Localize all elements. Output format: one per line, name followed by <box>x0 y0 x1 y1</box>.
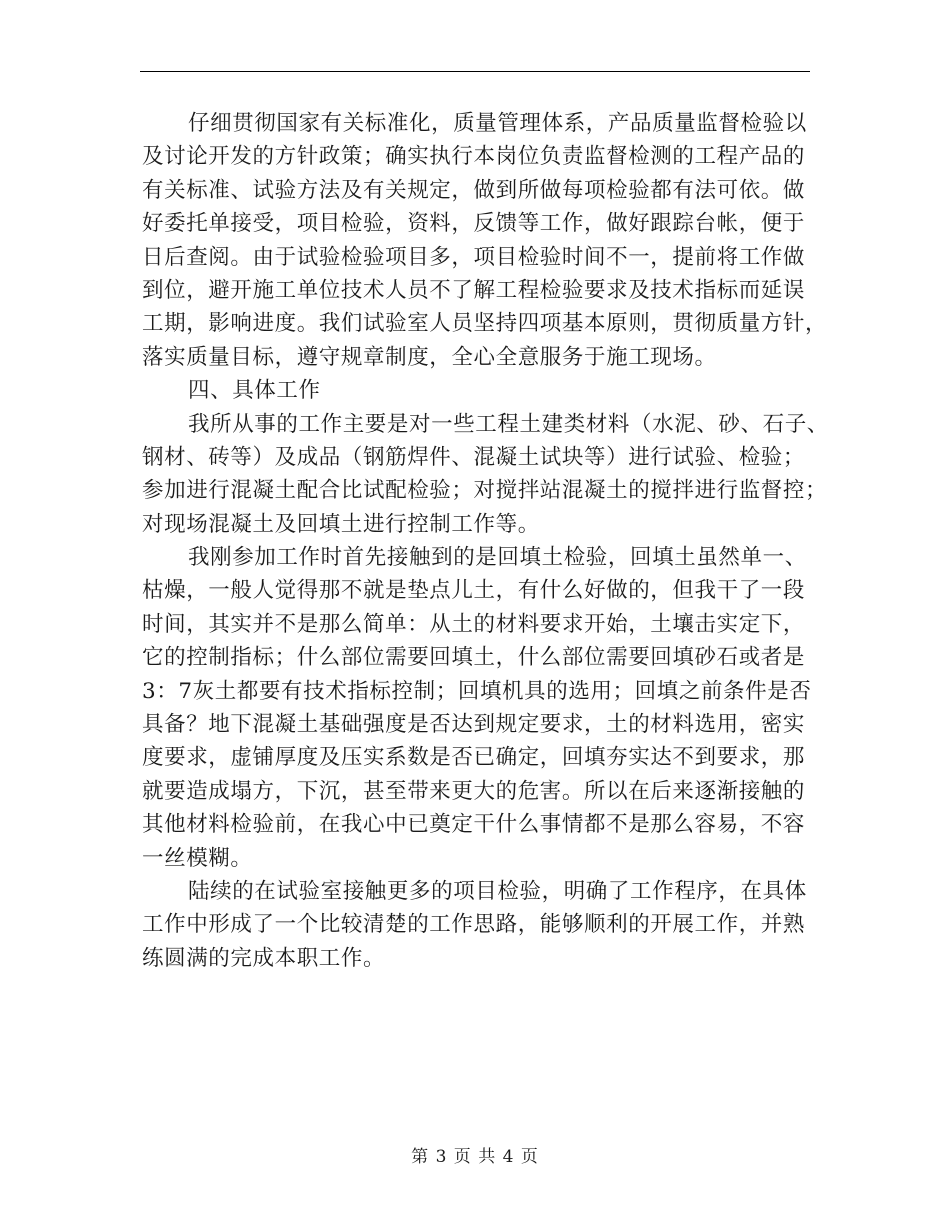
text-line: 我刚参加工作时首先接触到的是回填土检验，回填土虽然单一、 <box>188 545 807 571</box>
body-text <box>142 107 829 975</box>
text-line: 我所从事的工作主要是对一些工程土建类材料（水泥、砂、石子、 <box>188 411 829 437</box>
text-line: 钢材、砖等）及成品（钢筋焊件、混凝土试块等）进行试验、检验； <box>142 444 806 470</box>
text-line: 好委托单接受，项目检验，资料，反馈等工作，做好跟踪台帐，便于 <box>142 211 806 237</box>
section-heading: 四、具体工作 <box>188 378 321 404</box>
text-line: 对现场混凝土及回填土进行控制工作等。 <box>142 511 540 537</box>
header-rule <box>140 71 810 72</box>
text-line: 有关标准、试验方法及有关规定，做到所做每项检验都有法可依。做 <box>142 177 806 203</box>
text-line: 落实质量目标，遵守规章制度，全心全意服务于施工现场。 <box>142 344 717 370</box>
text-line: 参加进行混凝土配合比试配检验；对搅拌站混凝土的搅拌进行监督控； <box>142 478 828 504</box>
text-line: 一丝模糊。 <box>142 845 253 871</box>
text-line: 到位，避开施工单位技术人员不了解工程检验要求及技术指标而延误 <box>142 277 806 303</box>
text-line: 工作中形成了一个比较清楚的工作思路，能够顺利的开展工作，并熟 <box>142 912 806 938</box>
text-line: 3：7灰土都要有技术指标控制；回填机具的选用；回填之前条件是否 <box>142 678 812 704</box>
text-line: 具备？地下混凝土基础强度是否达到规定要求，土的材料选用，密实 <box>142 712 806 738</box>
text-line: 陆续的在试验室接触更多的项目检验，明确了工作程序，在具体 <box>188 878 807 904</box>
text-line: 就要造成塌方，下沉，甚至带来更大的危害。所以在后来逐渐接触的 <box>142 778 806 804</box>
page-number-footer: 第 3 页 共 4 页 <box>411 1147 539 1167</box>
text-line: 日后查阅。由于试验检验项目多，项目检验时间不一，提前将工作做 <box>142 244 806 270</box>
text-line: 工期，影响进度。我们试验室人员坚持四项基本原则，贯彻质量方针， <box>142 311 828 337</box>
text-line: 枯燥，一般人觉得那不就是垫点儿土，有什么好做的，但我干了一段 <box>142 578 806 604</box>
text-line: 仔细贯彻国家有关标准化，质量管理体系，产品质量监督检验以 <box>188 111 807 136</box>
text-line: 它的控制指标；什么部位需要回填土，什么部位需要回填砂石或者是 <box>142 645 806 671</box>
text-line: 及讨论开发的方针政策；确实执行本岗位负责监督检测的工程产品的 <box>142 144 806 170</box>
text-line: 度要求，虚铺厚度及压实系数是否已确定，回填夯实达不到要求，那 <box>142 745 806 771</box>
text-line: 时间，其实并不是那么简单：从土的材料要求开始，土壤击实定下， <box>142 611 806 637</box>
text-line: 其他材料检验前，在我心中已奠定干什么事情都不是那么容易，不容 <box>142 812 806 838</box>
text-line: 练圆满的完成本职工作。 <box>142 945 386 971</box>
